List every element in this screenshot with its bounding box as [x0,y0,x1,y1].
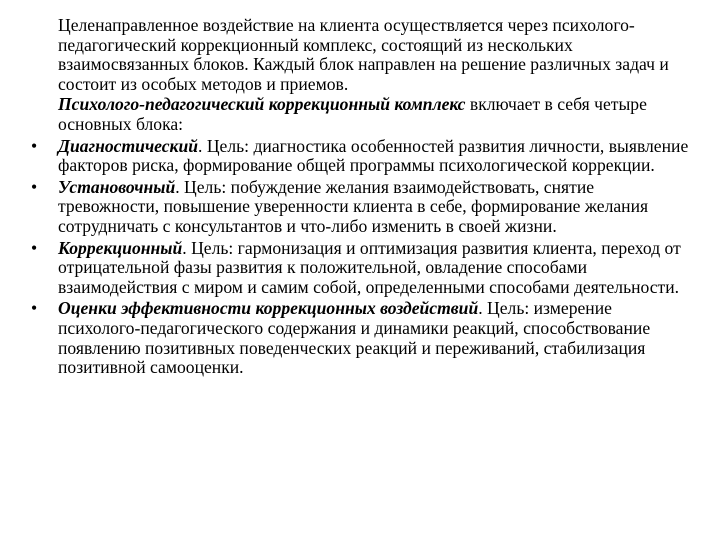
block-text: . Цель: измерение психолого-педагогического содержания и динамики реакций, способствование появлению позитивных поведенческих реакций и переживаний, стабилизация позитивной самооценки. [58,298,651,378]
bullet-icon: • [31,135,38,156]
intro-paragraph [58,16,690,94]
bullet-icon: • [31,237,38,258]
block-title: Оценки эффективности коррекционных воздействий [58,298,479,319]
list-item-correction [31,237,690,298]
list-item-diagnostic [31,135,690,176]
block-text: . Цель: побуждение желания взаимодействовать, снятие тревожности, повышение уверенности клиента в себе, формирование желания сотрудничать с консультантов и что-либо изменить в своей жизни. [58,176,649,236]
bullet-icon: • [31,176,38,197]
complex-text: включает в себя четыре основных блока: [58,94,647,134]
block-title: Коррекционный [58,237,183,258]
bullet-icon: • [31,298,38,319]
block-text: . Цель: гармонизация и оптимизация развития клиента, переход от отрицательной фазы развития к положительной, овладение способами взаимодействия с миром и самим собой, определенными способами деятельности. [58,237,681,297]
block-list [31,135,690,378]
block-text: . Цель: диагностика особенностей развития личности, выявление факторов риска, формирование общей программы психологической коррекции. [58,135,689,176]
block-title: Установочный [58,176,176,197]
complex-paragraph [58,95,690,134]
list-item-setup [31,176,690,237]
list-item-evaluation [31,298,690,378]
complex-title: Психолого-педагогический коррекционный комплекс [58,94,466,115]
intro-text: Целенаправленное воздействие на клиента осуществляется через психолого-педагогический коррекционный комплекс, состоящий из нескольких взаимосвязанных блоков. Каждый блок направлен на решение различных задач и состоит из особых методов и приемов. [58,15,669,94]
block-title: Диагностический [58,135,199,156]
